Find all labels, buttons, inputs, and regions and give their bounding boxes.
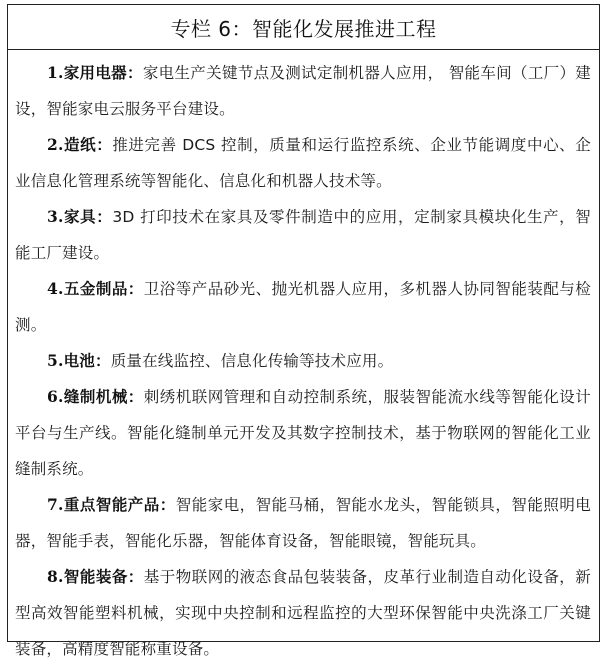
item-heading: 家具： (63, 207, 113, 226)
item-heading: 重点智能产品： (63, 495, 176, 514)
list-item-smart-equipment (15, 559, 591, 667)
column-title: 专栏 6：智能化发展推进工程 (170, 16, 437, 41)
item-text: 基于物联网的液态食品包装装备，皮革行业制造自动化设备，新型高效智能塑料机械，实现中央控制和远程监控的大型环保智能中央洗涤工厂关键装备，高精度智能称重设备。 (15, 568, 591, 658)
item-heading: 缝制机械： (63, 387, 144, 406)
item-heading: 智能装备： (63, 567, 144, 586)
item-text: 家电生产关键节点及测试定制机器人应用， 智能车间（工厂）建设，智能家电云服务平台建设。 (15, 64, 591, 118)
item-text: 刺绣机联网管理和自动控制系统，服装智能流水线等智能化设计平台与生产线。智能化缝制单元开发及其数字控制技术，基于物联网的智能化工业缝制系统。 (15, 388, 591, 478)
item-heading: 家用电器： (63, 63, 143, 82)
list-item-papermaking (15, 127, 591, 199)
item-number: 4. (47, 279, 64, 298)
item-number: 1. (47, 63, 64, 82)
title-row (8, 5, 599, 50)
item-heading: 造纸： (63, 135, 113, 154)
item-text: 3D 打印技术在家具及零件制造中的应用，定制家具模块化生产，智能工厂建设。 (15, 208, 591, 262)
item-number: 5. (47, 351, 64, 370)
item-number: 3. (47, 207, 64, 226)
column-content (8, 50, 599, 667)
item-heading: 五金制品： (63, 279, 144, 298)
list-item-batteries (15, 343, 591, 379)
list-item-smart-products (15, 487, 591, 559)
item-text: 质量在线监控、信息化传输等技术应用。 (110, 352, 394, 370)
list-item-hardware (15, 271, 591, 343)
list-item-home-appliances (15, 55, 591, 127)
item-text: 智能家电，智能马桶，智能水龙头，智能锁具，智能照明电器，智能手表，智能化乐器，智能体育设备，智能眼镜，智能玩具。 (15, 496, 591, 550)
column-box (7, 4, 600, 658)
item-number: 6. (47, 387, 64, 406)
list-item-sewing-machinery (15, 379, 591, 487)
item-heading: 电池： (63, 351, 111, 370)
item-text: 卫浴等产品砂光、抛光机器人应用，多机器人协同智能装配与检测。 (15, 280, 591, 334)
list-item-furniture (15, 199, 591, 271)
item-text: 推进完善 DCS 控制，质量和运行监控系统、企业节能调度中心、企业信息化管理系统等智能化、信息化和机器人技术等。 (15, 136, 591, 190)
item-number: 7. (47, 495, 64, 514)
item-number: 2. (47, 135, 64, 154)
item-number: 8. (47, 567, 64, 586)
